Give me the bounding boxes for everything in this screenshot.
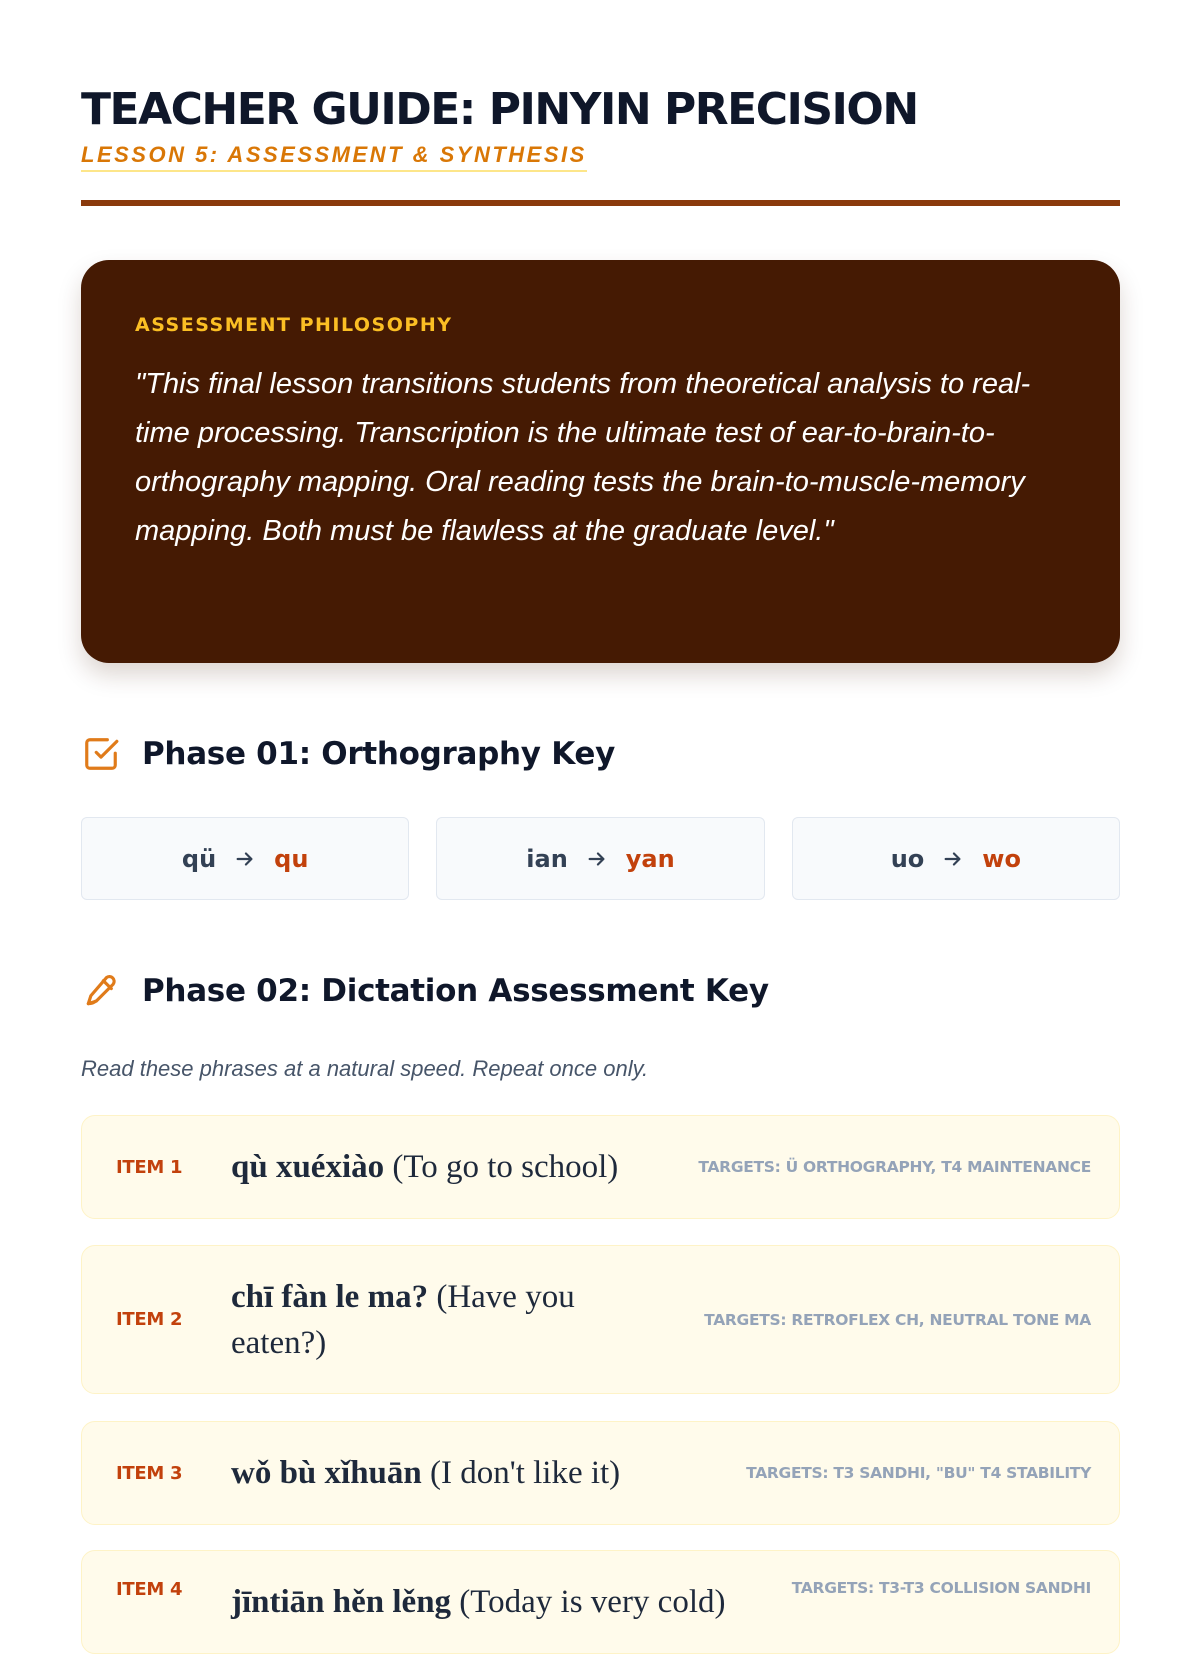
orthography-key — [81, 817, 1120, 900]
mapping-from: uo — [890, 844, 925, 873]
item-phrase — [231, 1274, 591, 1366]
item-targets: TARGETS: Ü ORTHOGRAPHY, T4 MAINTENANCE — [698, 1158, 1091, 1176]
item-phrase — [231, 1450, 746, 1496]
item-label: ITEM 3 — [116, 1462, 183, 1484]
dictation-item — [81, 1115, 1120, 1219]
item-targets: TARGETS: T3-T3 COLLISION SANDHI — [791, 1579, 1091, 1597]
item-targets: TARGETS: T3 SANDHI, "BU" T4 STABILITY — [746, 1464, 1091, 1482]
pen-icon — [81, 971, 121, 1011]
phase-02-title: Phase 02: Dictation Assessment Key — [142, 973, 769, 1009]
item-label: ITEM 1 — [116, 1156, 183, 1178]
philosophy-card — [81, 260, 1120, 663]
item-label: ITEM 4 — [116, 1579, 183, 1600]
dictation-item — [81, 1421, 1120, 1525]
item-gloss: (I don't like it) — [421, 1455, 621, 1491]
item-pinyin: jīntiān hěn lěng — [231, 1584, 452, 1620]
lesson-subtitle: LESSON 5: ASSESSMENT & SYNTHESIS — [81, 142, 587, 172]
philosophy-quote: "This final lesson transitions students from theoretical analysis to real-time processing. Transcription is the ultimate test of ear-to-brain-to-orthography mapping. Oral reading tests the brain-to-muscle-memory mapping. Both must be flawless at the graduate level." — [135, 368, 1031, 547]
phase-01-heading — [81, 734, 615, 774]
item-targets: TARGETS: RETROFLEX CH, NEUTRAL TONE MA — [704, 1310, 1091, 1329]
item-gloss: (Have you eaten?) — [231, 1278, 575, 1361]
dictation-instruction: Read these phrases at a natural speed. Repeat once only. — [81, 1056, 649, 1081]
page-title: TEACHER GUIDE: PINYIN PRECISION — [81, 84, 918, 135]
mapping-from: ian — [526, 844, 568, 873]
phase-01-title: Phase 01: Orthography Key — [142, 736, 616, 772]
arrow-right-icon — [586, 848, 608, 870]
item-gloss: (To go to school) — [384, 1149, 619, 1185]
item-label: ITEM 2 — [116, 1309, 183, 1330]
mapping-to: qu — [274, 844, 309, 873]
item-gloss: (Today is very cold) — [451, 1584, 726, 1620]
orthography-mapping — [81, 817, 409, 900]
phase-02-heading — [81, 971, 769, 1011]
checkbox-icon — [81, 734, 121, 774]
mapping-from: qü — [181, 844, 217, 873]
orthography-mapping — [792, 817, 1120, 900]
item-pinyin: wǒ bù xǐhuān — [231, 1455, 422, 1491]
dictation-item — [81, 1245, 1120, 1394]
item-phrase — [231, 1579, 792, 1625]
item-phrase — [231, 1144, 698, 1190]
item-pinyin: qù xuéxiào — [231, 1149, 385, 1185]
philosophy-label: ASSESSMENT PHILOSOPHY — [135, 314, 453, 336]
arrow-right-icon — [234, 848, 256, 870]
header-divider — [81, 200, 1120, 206]
orthography-mapping — [436, 817, 764, 900]
dictation-item — [81, 1550, 1120, 1654]
item-pinyin: chī fàn le ma? — [231, 1278, 429, 1315]
arrow-right-icon — [942, 848, 964, 870]
mapping-to: yan — [625, 844, 675, 873]
mapping-to: wo — [982, 844, 1021, 873]
